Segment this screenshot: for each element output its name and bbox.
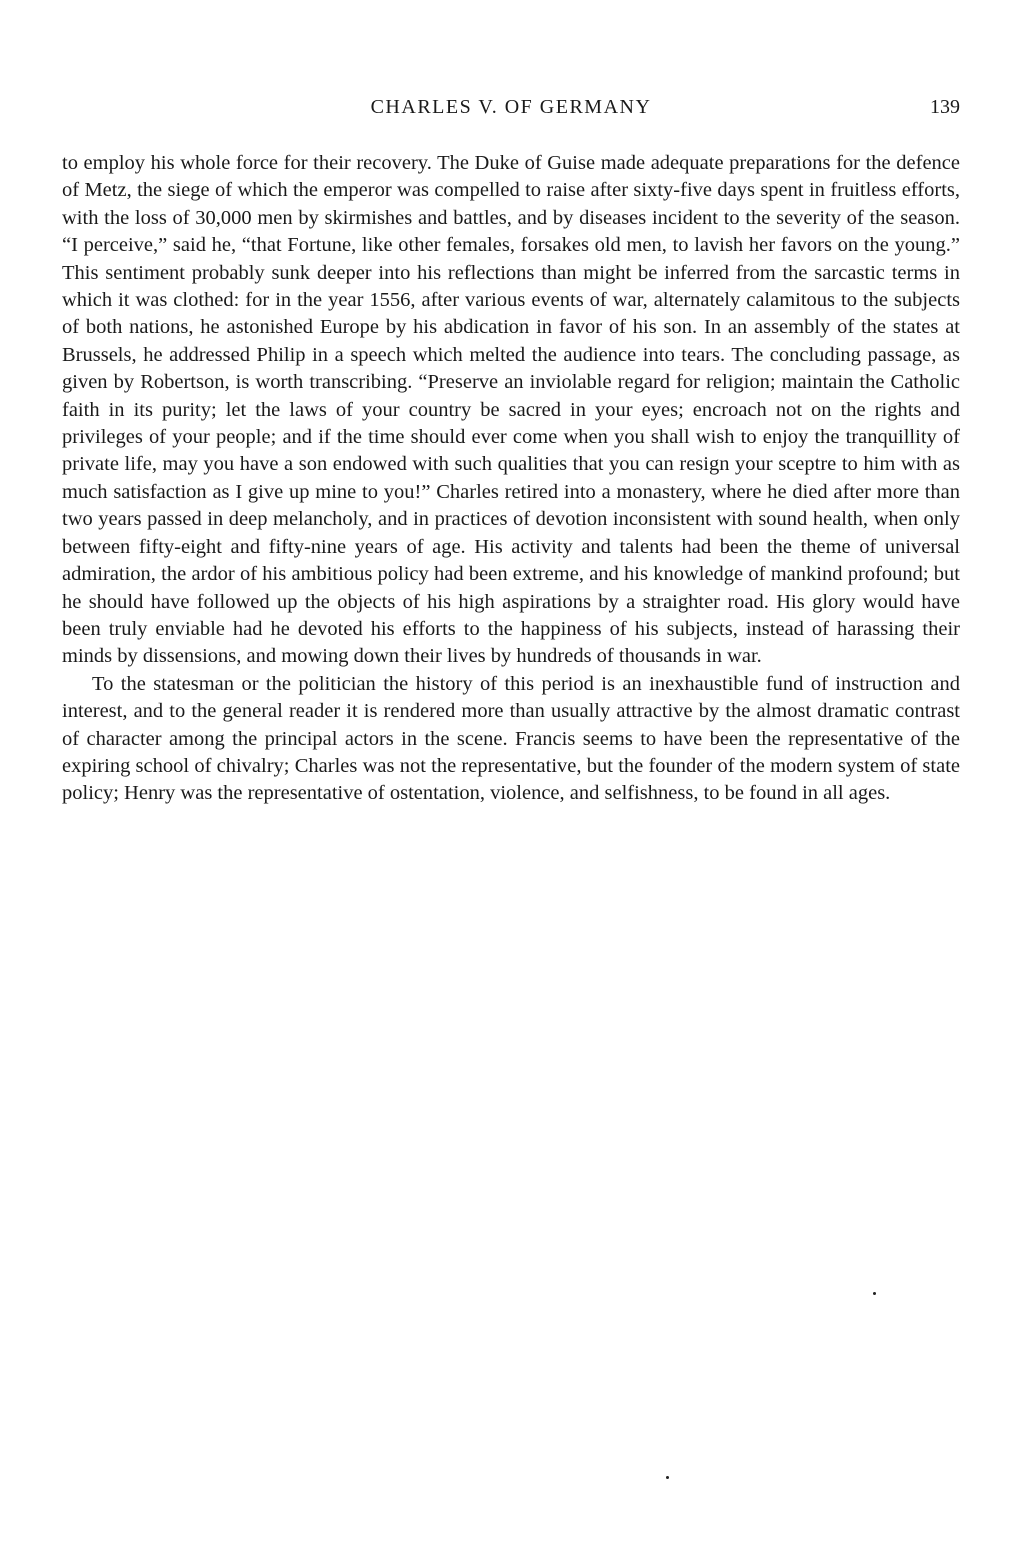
running-head xyxy=(62,96,960,126)
page-number: 139 xyxy=(930,96,960,118)
paragraph-1: to employ his whole force for their recovery. The Duke of Guise made adequate preparations for the defence of Metz, the siege of which the emperor was compelled to raise after sixty-five days spent in fruitless efforts, with the loss of 30,000 men by skirmishes and battles, and by diseases incident to the severity of the season. “I perceive,” said he, “that Fortune, like other females, forsakes old men, to lavish her favors on the young.” This sentiment probably sunk deeper into his reflections than might be inferred from the sarcastic terms in which it was clothed: for in the year 1556, after various events of war, alternately calamitous to the subjects of both nations, he astonished Europe by his abdication in favor of his son. In an assembly of the states at Brussels, he addressed Philip in a speech which melted the audience into tears. The concluding passage, as given by Robertson, is worth transcribing. “Preserve an inviolable regard for religion; maintain the Catholic faith in its purity; let the laws of your country be sacred in your eyes; encroach not on the rights and privileges of your people; and if the time should ever come when you shall wish to enjoy the tranquillity of private life, may you have a son endowed with such qualities that you can resign your sceptre to him with as much satisfaction as I give up mine to you!” Charles retired into a monastery, where he died after more than two years passed in deep melancholy, and in practices of devotion inconsistent with sound health, when only between fifty-eight and fifty-nine years of age. His activity and talents had been the theme of universal admiration, the ardor of his ambitious policy had been extreme, and his knowledge of mankind profound; but he should have followed up the objects of his high aspirations by a straighter road. His glory would have been truly enviable had he devoted his efforts to the happiness of his subjects, instead of harassing their minds by dissensions, and mowing down their lives by hundreds of thousands in war. xyxy=(62,152,960,668)
scan-speck-2 xyxy=(666,1476,669,1479)
paragraph-2: To the statesman or the politician the history of this period is an inexhaustible fund of instruction and interest, and to the general reader it is rendered more than usually attractive by the almost dramatic contrast of character among the principal actors in the scene. Francis seems to have been the representative of the expiring school of chivalry; Charles was not the representative, but the founder of the modern system of state policy; Henry was the representative of ostentation, violence, and selfishness, to be found in all ages. xyxy=(62,672,960,805)
scan-speck-1 xyxy=(873,1292,876,1295)
running-title: CHARLES V. OF GERMANY xyxy=(370,96,652,118)
body-text xyxy=(62,150,960,808)
